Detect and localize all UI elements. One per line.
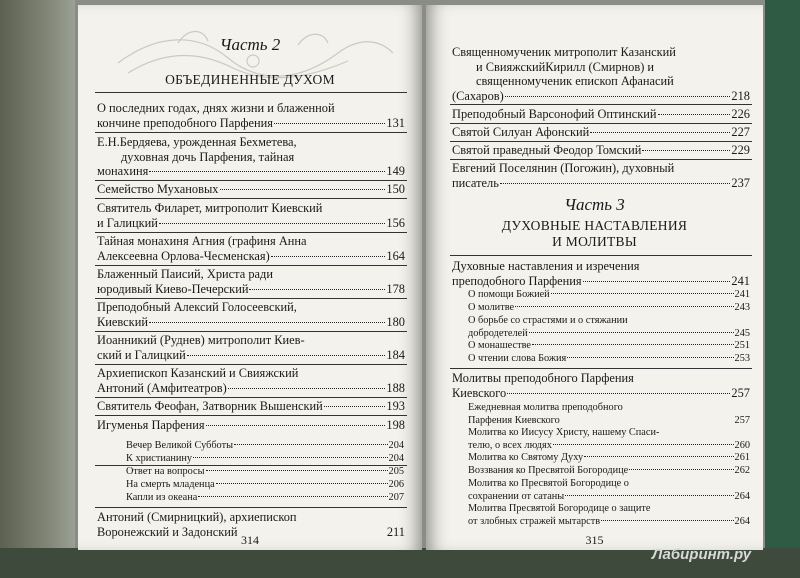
book-cover-left: [0, 0, 75, 578]
entry-line: (Сахаров): [452, 88, 504, 103]
entry-line: Капли из океана: [126, 492, 198, 503]
entry-line: О последних годах, днях жизни и блаженной: [97, 101, 335, 115]
leader-dots: [149, 322, 385, 323]
leader-dots: [601, 520, 733, 521]
leader-dots: [583, 281, 731, 282]
entry-page: 184: [386, 347, 405, 362]
toc-subentry[interactable]: [468, 340, 750, 353]
entry-line: ский и Галицкий: [97, 347, 186, 362]
entry-page: 262: [734, 465, 750, 476]
section-rule: [95, 92, 407, 93]
entry-line: преподобного Парфения: [452, 273, 582, 288]
entry-line: духовная дочь Парфения, тайная: [121, 149, 295, 164]
entry-line: Священномученик митрополит Казанский: [452, 45, 676, 59]
entry-line: О молитве: [468, 302, 515, 313]
leader-dots: [324, 406, 386, 407]
entry-page: 211: [386, 524, 405, 539]
entry-page: 156: [386, 215, 405, 230]
entry-page: 237: [731, 175, 750, 190]
entry-line: Игуменья Парфения: [97, 418, 205, 432]
entry-line: Алексеевна Орлова-Чесменская): [97, 248, 270, 263]
entry-line: Святой праведный Феодор Томский: [452, 143, 642, 157]
entry-line: Молитва ко Святому Духу: [468, 452, 584, 463]
entry-page: 188: [386, 380, 405, 395]
leader-dots: [216, 483, 388, 484]
entry-rule: [95, 180, 407, 181]
leader-dots: [505, 96, 731, 97]
entry-rule: [95, 331, 407, 332]
entry-line: монахиня: [97, 164, 149, 179]
leader-dots: [198, 496, 387, 497]
leader-dots: [515, 306, 733, 307]
entry-line: писатель: [452, 175, 499, 190]
entry-page: 229: [731, 143, 750, 157]
section-title: ОБЪЕДИНЕННЫЕ ДУХОМ: [165, 72, 335, 87]
entry-page: 204: [388, 453, 404, 464]
entry-page: 257: [731, 385, 750, 400]
toc-entry[interactable]: [97, 399, 405, 414]
book-cover-right: [765, 0, 800, 578]
toc-entry[interactable]: [97, 418, 405, 433]
left-page: [78, 5, 422, 550]
entry-page: 257: [734, 414, 750, 426]
toc-entry[interactable]: [97, 366, 405, 395]
toc-entry[interactable]: [97, 333, 405, 362]
entry-rule: [450, 159, 752, 160]
toc-entry[interactable]: [97, 101, 405, 130]
toc-entry[interactable]: [97, 201, 405, 230]
entry-page: 264: [734, 490, 750, 502]
entry-line: О борьбе со страстями и о стяжании: [468, 315, 628, 326]
entry-page: 264: [734, 515, 750, 527]
entry-page: 218: [731, 88, 750, 103]
part-title: Часть 3: [564, 195, 625, 214]
entry-line: О чтении слова Божия: [468, 353, 567, 364]
entry-rule: [450, 123, 752, 124]
page-number: 314: [241, 533, 259, 547]
leader-dots: [271, 256, 386, 257]
toc-subentry[interactable]: [126, 492, 404, 505]
toc-entry[interactable]: [452, 125, 750, 140]
toc-entry[interactable]: [452, 371, 750, 400]
toc-subentry[interactable]: [468, 478, 750, 503]
toc-entry[interactable]: [97, 135, 405, 179]
entry-rule: [95, 265, 407, 266]
entry-page: 149: [386, 164, 405, 179]
entry-line: Иоанникий (Руднев) митрополит Киев-: [97, 333, 305, 347]
leader-dots: [206, 425, 386, 426]
entry-line: Евгений Поселянин (Погожин), духовный: [452, 161, 675, 175]
page-number: 315: [585, 533, 604, 547]
leader-dots: [187, 355, 386, 356]
entry-page: 260: [734, 439, 750, 451]
leader-dots: [220, 189, 386, 190]
entry-line: Святитель Феофан, Затворник Вышенский: [97, 399, 323, 413]
leader-dots: [553, 444, 734, 445]
entry-line: священномученик епископ Афанасий: [476, 74, 674, 89]
entry-line: добродетелей: [468, 327, 528, 339]
toc-subentry[interactable]: [468, 353, 750, 366]
toc-subentry[interactable]: [468, 503, 750, 528]
toc-subentry[interactable]: [468, 315, 750, 340]
entry-rule: [450, 141, 752, 142]
toc-subentry[interactable]: [126, 479, 404, 492]
entry-line: На смерть младенца: [126, 479, 215, 490]
entry-line: сохранении от сатаны: [468, 490, 565, 502]
toc-entry[interactable]: [452, 161, 750, 190]
toc-entry[interactable]: [452, 45, 750, 103]
entry-page: 241: [731, 273, 750, 288]
entry-rule: [95, 298, 407, 299]
entry-line: Архиепископ Казанский и Свияжский: [97, 366, 299, 380]
entry-line: Парфения Киевского: [468, 414, 560, 426]
entry-page: 150: [386, 182, 405, 196]
entry-page: 207: [388, 492, 404, 503]
entry-page: 198: [386, 418, 405, 432]
part-title: Часть 2: [219, 35, 281, 54]
section-title: ДУХОВНЫЕ НАСТАВЛЕНИЯ: [501, 218, 688, 233]
entry-line: телю, о всех людях: [468, 439, 552, 451]
entry-page: 241: [734, 289, 750, 300]
entry-line: Ежедневная молитва преподобного: [468, 402, 623, 413]
leader-dots: [584, 456, 733, 457]
toc-entry[interactable]: [97, 300, 405, 329]
entry-line: юродивый Киево-Печерский: [97, 281, 249, 296]
entry-page: 164: [386, 248, 405, 263]
entry-line: Святой Силуан Афонский: [452, 125, 590, 139]
toc-entry[interactable]: [97, 182, 405, 197]
entry-line: Преподобный Варсонофий Оптинский: [452, 107, 657, 121]
entry-rule: [95, 132, 407, 133]
toc-subentry[interactable]: [468, 465, 750, 478]
toc-entry[interactable]: [452, 107, 750, 122]
leader-dots: [149, 171, 385, 172]
leader-dots: [567, 357, 733, 358]
entry-page: 178: [386, 281, 405, 296]
toc-entry[interactable]: [452, 143, 750, 158]
leader-dots: [228, 388, 386, 389]
entry-line: Духовные наставления и изречения: [452, 259, 640, 273]
entry-line: Ответ на вопросы: [126, 466, 205, 477]
entry-line: и СвияжскийКирилл (Смирнов) и: [476, 59, 655, 74]
entry-rule: [95, 465, 407, 466]
entry-line: Тайная монахиня Агния (графиня Анна: [97, 234, 307, 248]
leader-dots: [507, 393, 730, 394]
toc-subentry[interactable]: [126, 453, 404, 466]
entry-page: 243: [734, 302, 750, 313]
leader-dots: [249, 289, 385, 290]
toc-subentry[interactable]: [468, 289, 750, 302]
leader-dots: [590, 132, 730, 133]
entry-line: и Галицкий: [97, 215, 158, 230]
entry-page: 253: [734, 353, 750, 364]
entry-page: 251: [734, 340, 750, 351]
toc-subentry[interactable]: [468, 452, 750, 465]
entry-line: Преподобный Алексий Голосеевский,: [97, 300, 297, 314]
entry-line: кончине преподобного Парфения: [97, 115, 273, 130]
leader-dots: [274, 123, 385, 124]
toc-entry[interactable]: [452, 259, 750, 288]
entry-line: О монашестве: [468, 340, 531, 351]
entry-line: Е.Н.Бердяева, урожденная Бехметева,: [97, 135, 297, 149]
leader-dots: [629, 469, 733, 470]
entry-page: 245: [734, 327, 750, 339]
entry-line: Антоний (Смирницкий), архиепископ: [97, 510, 297, 524]
leader-dots: [500, 183, 731, 184]
entry-rule: [95, 397, 407, 398]
leader-dots: [159, 223, 385, 224]
entry-page: 131: [386, 115, 405, 130]
entry-line: Воззвания ко Пресвятой Богородице: [468, 465, 629, 476]
toc-entry[interactable]: [97, 234, 405, 263]
entry-rule: [95, 232, 407, 233]
entry-line: Киевского: [452, 385, 507, 400]
entry-rule: [95, 415, 407, 416]
section-title: И МОЛИТВЫ: [552, 234, 637, 249]
entry-line: Молитва Пресвятой Богородице о защите: [468, 503, 651, 514]
entry-line: Семейство Мухановых: [97, 182, 219, 196]
section-rule: [450, 255, 752, 256]
toc-subentry[interactable]: [126, 440, 404, 453]
entry-line: Вечер Великой Субботы: [126, 440, 233, 451]
leader-dots: [658, 114, 731, 115]
right-page: [426, 5, 763, 550]
entry-page: 227: [731, 125, 750, 139]
entry-page: 204: [388, 440, 404, 451]
entry-line: О помощи Божией: [468, 289, 550, 300]
watermark-logo: Лабиринт.ру: [652, 546, 752, 563]
leader-dots: [551, 293, 734, 294]
entry-page: 261: [734, 452, 750, 463]
entry-line: от злобных стражей мытарств: [468, 515, 601, 527]
leader-dots: [234, 444, 388, 445]
toc-subentry[interactable]: [468, 302, 750, 315]
entry-page: 206: [388, 479, 404, 490]
leader-dots: [642, 150, 730, 151]
entry-line: К христианину: [126, 453, 193, 464]
entry-line: Антоний (Амфитеатров): [97, 380, 227, 395]
entry-line: Святитель Филарет, митрополит Киевский: [97, 201, 323, 215]
toc-subentry[interactable]: [468, 427, 750, 452]
leader-dots: [193, 457, 387, 458]
entry-line: Киевский: [97, 314, 148, 329]
entry-line: Блаженный Паисий, Христа ради: [97, 267, 273, 281]
leader-dots: [565, 495, 733, 496]
entry-rule: [95, 198, 407, 199]
toc-subentry[interactable]: [468, 402, 750, 427]
entry-line: Молитва ко Пресвятой Богородице о: [468, 478, 629, 489]
toc-entry[interactable]: [97, 267, 405, 296]
entry-line: Молитва ко Иисусу Христу, нашему Спаси-: [468, 427, 660, 438]
entry-page: 226: [731, 107, 750, 121]
leader-dots: [529, 332, 734, 333]
leader-dots: [206, 470, 388, 471]
entry-line: Молитвы преподобного Парфения: [452, 371, 634, 385]
entry-page: 193: [386, 399, 405, 413]
entry-rule: [450, 368, 752, 369]
entry-page: 180: [386, 314, 405, 329]
leader-dots: [532, 344, 734, 345]
entry-rule: [95, 507, 407, 508]
toc-subentry[interactable]: [126, 466, 404, 479]
entry-rule: [450, 104, 752, 105]
entry-page: 205: [388, 466, 404, 477]
entry-line: Воронежский и Задонский: [97, 524, 238, 539]
entry-rule: [95, 364, 407, 365]
